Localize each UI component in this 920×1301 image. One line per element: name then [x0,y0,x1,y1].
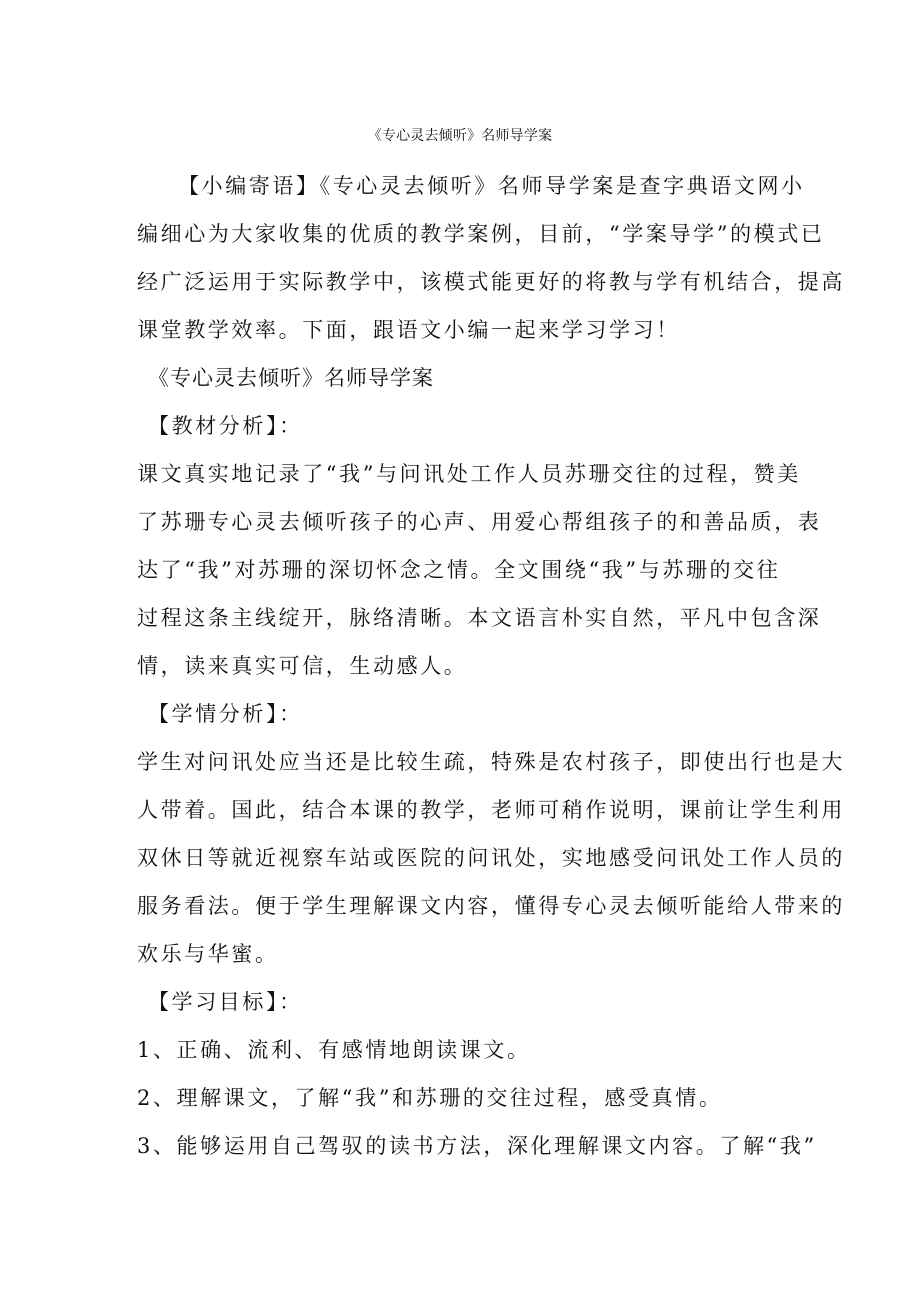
section-heading-goals: 【学习目标】： [148,990,303,1014]
paragraph-line: 课文真实地记录了“我”与问讯处工作人员苏珊交往的过程，赞美 [137,462,801,486]
paragraph-line: 欢乐与华蜜。 [137,942,279,966]
intro-line: 经广泛运用于实际教学中，该模式能更好的将教与学有机结合，提高 [137,270,845,294]
goal-item: 1、正确、流利、有感情地朗读课文。 [137,1038,531,1062]
paragraph-line: 了苏珊专心灵去倾听孩子的心声、用爱心帮组孩子的和善品质，表 [137,510,822,534]
paragraph-line: 达了“我”对苏珊的深切怀念之情。全文围绕“我”与苏珊的交往 [137,558,781,582]
paragraph-line: 学生对问讯处应当还是比较生疏，特殊是农村孩子，即使出行也是大 [137,750,845,774]
paragraph-line: 情，读来真实可信，生动感人。 [137,654,468,678]
intro-line: 编细心为大家收集的优质的教学案例，目前，“学案导学”的模式已 [137,222,825,246]
goal-item: 2、理解课文，了解“我”和苏珊的交往过程，感受真情。 [137,1086,723,1110]
intro-line: 课堂教学效率。下面，跟语文小编一起来学习学习！ [137,318,680,342]
intro-line: 【小编寄语】《专心灵去倾听》名师导学案是查字典语文网小 [178,174,805,198]
paragraph-line: 服务看法。便于学生理解课文内容，懂得专心灵去倾听能给人带来的 [137,894,845,918]
paragraph-line: 过程这条主线绽开，脉络清晰。本文语言朴实自然，平凡中包含深 [137,606,822,630]
section-heading-student: 【学情分析】： [148,702,303,726]
section-heading-textbook: 【教材分析】： [148,414,303,438]
document-subtitle: 《专心灵去倾听》名师导学案 [148,366,434,390]
goal-item: 3、能够运用自己驾驭的读书方法，深化理解课文内容。了解“我” [137,1134,817,1158]
paragraph-line: 双休日等就近视察车站或医院的问讯处，实地感受问讯处工作人员的 [137,846,845,870]
paragraph-line: 人带着。国此，结合本课的教学，老师可稍作说明，课前让学生利用 [137,798,845,822]
document-title: 《专心灵去倾听》名师导学案 [367,128,553,144]
